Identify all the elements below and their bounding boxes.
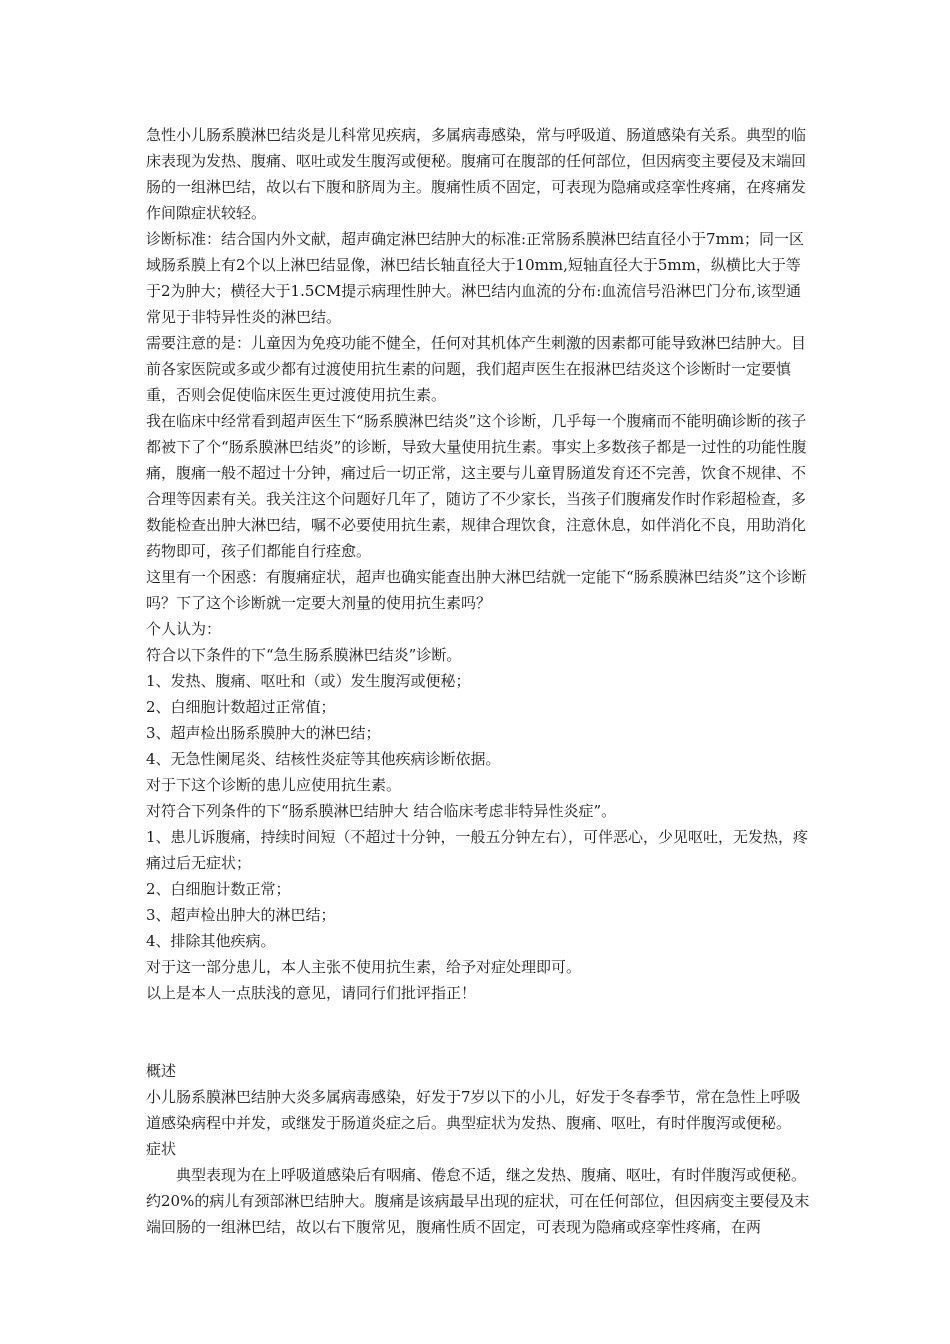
section-heading-overview: 概述 bbox=[146, 1062, 177, 1080]
paragraph-diagnostic-criteria: 诊断标准：结合国内外文献，超声确定淋巴结肿大的标准:正常肠系膜淋巴结直径小于7mm；同一区域肠系膜上有2个以上淋巴结显像，淋巴结长轴直径大于10mm,短轴直径大于5mm，纵横比大于等于2为肿大；横径大于1.5CM提示病理性肿大。淋巴结内血流的分布:血流信号沿淋巴门分布,该型通常见于非特异性炎的淋巴结。 bbox=[146, 230, 805, 326]
section-heading-symptoms: 症状 bbox=[146, 1140, 177, 1158]
paragraph-opinion: 个人认为： bbox=[146, 620, 222, 638]
paragraph-criteria-a-conclusion: 对于下这个诊断的患儿应使用抗生素。 bbox=[146, 776, 402, 794]
list-item: 4、排除其他疾病。 bbox=[146, 932, 276, 950]
paragraph-clinical-observation: 我在临床中经常看到超声医生下“肠系膜淋巴结炎”这个诊断，几乎每一个腹痛而不能明确诊断的孩子都被下了个“肠系膜淋巴结炎”的诊断，导致大量使用抗生素。事实上多数孩子都是一过性的功能性腹痛，腹痛一般不超过十分钟，痛过后一切正常，这主要与儿童胃肠道发育还不完善，饮食不规律、不合理等因素有关。我关注这个问题好几年了，随访了不少家长，当孩子们腹痛发作时作彩超检查，多数能检查出肿大淋巴结，嘱不必要使用抗生素，规律合理饮食，注意休息，如伴消化不良，用助消化药物即可，孩子们都能自行痊愈。 bbox=[146, 412, 807, 560]
paragraph-closing: 以上是本人一点肤浅的意见，请同行们批评指正！ bbox=[146, 984, 477, 1002]
paragraph-question: 这里有一个困惑：有腹痛症状，超声也确实能查出肿大淋巴结就一定能下“肠系膜淋巴结炎”这个诊断吗？下了这个诊断就一定要大剂量的使用抗生素吗？ bbox=[146, 568, 807, 612]
list-item: 4、无急性阑尾炎、结核性炎症等其他疾病诊断依据。 bbox=[146, 750, 501, 768]
document-body bbox=[146, 122, 812, 1240]
paragraph-criteria-b-intro: 对符合下列条件的下“肠系膜淋巴结肿大 结合临床考虑非特异性炎症”。 bbox=[146, 802, 617, 820]
list-item: 3、超声检出肿大的淋巴结； bbox=[146, 906, 336, 924]
list-item: 2、白细胞计数超过正常值； bbox=[146, 698, 336, 716]
section-spacer bbox=[146, 1006, 812, 1058]
paragraph-symptoms: 典型表现为在上呼吸道感染后有咽痛、倦怠不适，继之发热、腹痛、呕吐，有时伴腹泻或便秘。约20%的病儿有颈部淋巴结肿大。腹痛是该病最早出现的症状，可在任何部位，但因病变主要侵及末端回肠的一组淋巴结，故以右下腹常见，腹痛性质不固定，可表现为隐痛或痉挛性疼痛，在两 bbox=[146, 1166, 810, 1236]
list-item: 3、超声检出肠系膜肿大的淋巴结； bbox=[146, 724, 381, 742]
paragraph-intro: 急性小儿肠系膜淋巴结炎是儿科常见疾病，多属病毒感染，常与呼吸道、肠道感染有关系。典型的临床表现为发热、腹痛、呕吐或发生腹泻或便秘。腹痛可在腹部的任何部位，但因病变主要侵及末端回肠的一组淋巴结，故以右下腹和脐周为主。腹痛性质不固定，可表现为隐痛或痉挛性疼痛，在疼痛发作间隙症状较轻。 bbox=[146, 126, 807, 222]
paragraph-caution: 需要注意的是：儿童因为免疫功能不健全，任何对其机体产生刺激的因素都可能导致淋巴结肿大。目前各家医院或多或少都有过渡使用抗生素的问题，我们超声医生在报淋巴结炎这个诊断时一定要慎重，否则会促使临床医生更过渡使用抗生素。 bbox=[146, 334, 807, 404]
list-item: 2、白细胞计数正常； bbox=[146, 880, 291, 898]
paragraph-criteria-a-intro: 符合以下条件的下“急生肠系膜淋巴结炎”诊断。 bbox=[146, 646, 462, 664]
list-item: 1、发热、腹痛、呕吐和（或）发生腹泻或便秘； bbox=[146, 672, 471, 690]
list-item: 1、患儿诉腹痛，持续时间短（不超过十分钟，一般五分钟左右），可伴恶心，少见呕吐，无发热，疼痛过后无症状； bbox=[146, 828, 809, 872]
paragraph-criteria-b-conclusion: 对于这一部分患儿，本人主张不使用抗生素，给予对症处理即可。 bbox=[146, 958, 582, 976]
paragraph-overview: 小儿肠系膜淋巴结肿大炎多属病毒感染，好发于7岁以下的小儿，好发于冬春季节，常在急性上呼吸道感染病程中并发，或继发于肠道炎症之后。典型症状为发热、腹痛、呕吐，有时伴腹泻或便秘。 bbox=[146, 1088, 801, 1132]
